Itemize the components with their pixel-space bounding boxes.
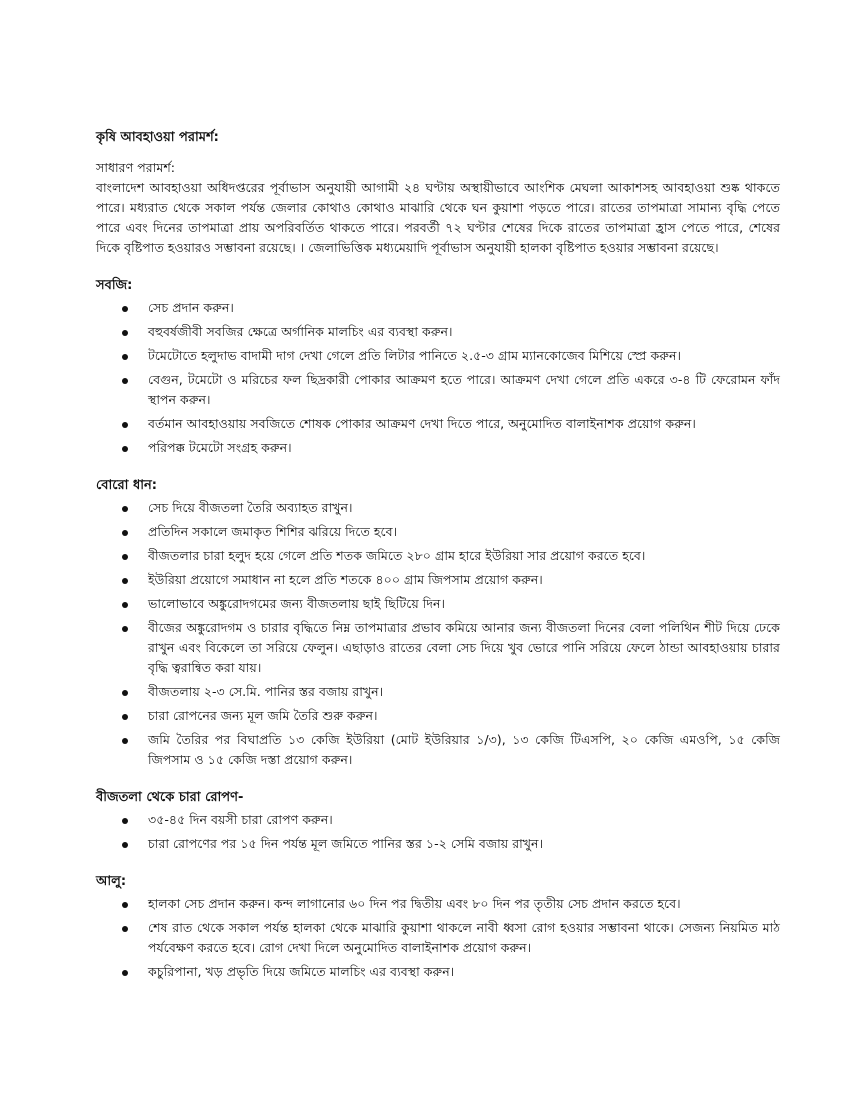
- list-item-text: টমেটোতে হলুদাভ বাদামী দাগ দেখা গেলে প্রতি লিটার পানিতে ২.৫-৩ গ্রাম ম্যানকোজেব মিশিয়ে স্প্রে করুন।: [148, 348, 681, 363]
- page-title: কৃষি আবহাওয়া পরামর্শ:: [96, 130, 219, 145]
- bullet-icon: [122, 306, 128, 312]
- general-advice-label: সাধারণ পরামর্শ:: [96, 160, 176, 175]
- list-item-text: সেচ দিয়ে বীজতলা তৈরি অব্যাহত রাখুন।: [148, 500, 353, 515]
- bullet-icon: [122, 354, 128, 360]
- boro-rice-list: [96, 498, 780, 770]
- bullet-icon: [122, 970, 128, 976]
- list-item: [122, 682, 780, 702]
- list-item-text: ভালোভাবে অঙ্কুরোদগমের জন্য বীজতলায় ছাই ছিটিয়ে দিন।: [148, 596, 446, 611]
- potato-list: [96, 894, 780, 982]
- bullet-icon: [122, 842, 128, 848]
- list-item: [122, 414, 780, 434]
- bullet-icon: [122, 506, 128, 512]
- list-item: [122, 546, 780, 566]
- list-item-text: ৩৫-৪৫ দিন বয়সী চারা রোপণ করুন।: [148, 812, 333, 827]
- bullet-icon: [122, 738, 128, 744]
- section-heading-transplant: বীজতলা থেকে চারা রোপণ-: [96, 790, 244, 805]
- list-item: [122, 618, 780, 678]
- list-item: [122, 810, 780, 830]
- list-item-text: সেচ প্রদান করুন।: [148, 300, 234, 315]
- list-item-text: কচুরিপানা, খড় প্রভৃতি দিয়ে জমিতে মালচিং এর ব্যবস্থা করুন।: [148, 964, 455, 979]
- transplant-list: [96, 810, 780, 854]
- list-item: [122, 570, 780, 590]
- list-item: [122, 918, 780, 958]
- list-item: [122, 894, 780, 914]
- bullet-icon: [122, 626, 128, 632]
- list-item-text: বীজের অঙ্কুরোদগম ও চারার বৃদ্ধিতে নিম্ন তাপমাত্রার প্রভাব কমিয়ে আনার জন্য বীজতলা দিনের বেলা পলিথিন শীট দিয়ে ঢেকে রাখুন এবং বিকেলে তা সরিয়ে ফেলুন। এছাড়াও রাতের বেলা সেচ দিয়ে খুব ভোরে পানি সরিয়ে ফেলে ঠান্ডা আবহাওয়ায় চারার বৃদ্ধি ত্বরান্বিত করা যায়।: [148, 620, 780, 675]
- list-item: [122, 322, 780, 342]
- list-item: [122, 346, 780, 366]
- section-heading-vegetables: সবজি:: [96, 278, 133, 293]
- bullet-icon: [122, 926, 128, 932]
- bullet-icon: [122, 714, 128, 720]
- section-heading-potato: আলু:: [96, 874, 127, 889]
- list-item-text: চারা রোপণের পর ১৫ দিন পর্যন্ত মূল জমিতে পানির স্তর ১-২ সেমি বজায় রাখুন।: [148, 836, 544, 851]
- list-item-text: পরিপক্ক টমেটো সংগ্রহ করুন।: [148, 440, 292, 455]
- bullet-icon: [122, 530, 128, 536]
- list-item: [122, 498, 780, 518]
- bullet-icon: [122, 578, 128, 584]
- bullet-icon: [122, 422, 128, 428]
- list-item: [122, 594, 780, 614]
- bullet-icon: [122, 378, 128, 384]
- bullet-icon: [122, 818, 128, 824]
- list-item-text: বেগুন, টমেটো ও মরিচের ফল ছিদ্রকারী পোকার আক্রমণ হতে পারে। আক্রমণ দেখা গেলে প্রতি একরে ৩-৪ টি ফেরোমন ফাঁদ স্থাপন করুন।: [148, 372, 780, 407]
- bullet-icon: [122, 902, 128, 908]
- list-item-text: শেষ রাত থেকে সকাল পর্যন্ত হালকা থেকে মাঝারি কুয়াশা থাকলে নাবী ধ্বসা রোগ হওয়ার সম্ভাবনা থাকে। সেজন্য নিয়মিত মাঠ পর্যবেক্ষণ করতে হবে। রোগ দেখা দিলে অনুমোদিত বালাইনাশক প্রয়োগ করুন।: [148, 920, 780, 955]
- list-item: [122, 298, 780, 318]
- section-heading-boro-rice: বোরো ধান:: [96, 478, 157, 493]
- bullet-icon: [122, 690, 128, 696]
- bullet-icon: [122, 554, 128, 560]
- list-item-text: ইউরিয়া প্রয়োগে সমাধান না হলে প্রতি শতকে ৪০০ গ্রাম জিপসাম প্রয়োগ করুন।: [148, 572, 543, 587]
- list-item: [122, 706, 780, 726]
- bullet-icon: [122, 602, 128, 608]
- list-item: [122, 522, 780, 542]
- list-item: [122, 438, 780, 458]
- general-advice-text: বাংলাদেশ আবহাওয়া অধিদপ্তরের পূর্বাভাস অনুযায়ী আগামী ২৪ ঘণ্টায় অস্থায়ীভাবে আংশিক মেঘলা আকাশসহ আবহাওয়া শুষ্ক থাকতে পারে। মধ্যরাত থেকে সকাল পর্যন্ত জেলার কোথাও কোথাও মাঝারি থেকে ঘন কুয়াশা পড়তে পারে। রাতের তাপমাত্রা সামান্য বৃদ্ধি পেতে পারে এবং দিনের তাপমাত্রা প্রায় অপরিবর্তিত থাকতে পারে। পরবর্তী ৭২ ঘণ্টার শেষের দিকে রাতের তাপমাত্রা হ্রাস পেতে পারে, শেষের দিকে বৃষ্টিপাত হওয়ারও সম্ভাবনা রয়েছে। । জেলাভিত্তিক মধ্যমেয়াদি পূর্বাভাস অনুযায়ী হালকা বৃষ্টিপাত হওয়ার সম্ভাবনা রয়েছে।: [96, 180, 780, 255]
- list-item: [122, 962, 780, 982]
- list-item-text: জমি তৈরির পর বিঘাপ্রতি ১৩ কেজি ইউরিয়া (মোট ইউরিয়ার ১/৩), ১৩ কেজি টিএসপি, ২০ কেজি এমওপি, ১৫ কেজি জিপসাম ও ১৫ কেজি দস্তা প্রয়োগ করুন।: [148, 732, 780, 767]
- list-item-text: বহুবর্ষজীবী সবজির ক্ষেত্রে অর্গানিক মালচিং এর ব্যবস্থা করুন।: [148, 324, 453, 339]
- list-item-text: প্রতিদিন সকালে জমাকৃত শিশির ঝরিয়ে দিতে হবে।: [148, 524, 398, 539]
- bullet-icon: [122, 330, 128, 336]
- list-item-text: বীজতলার চারা হলুদ হয়ে গেলে প্রতি শতক জমিতে ২৮০ গ্রাম হারে ইউরিয়া সার প্রয়োগ করতে হবে।: [148, 548, 646, 563]
- list-item-text: হালকা সেচ প্রদান করুন। কন্দ লাগানোর ৬০ দিন পর দ্বিতীয় এবং ৮০ দিন পর তৃতীয় সেচ প্রদান করতে হবে।: [148, 896, 681, 911]
- bullet-icon: [122, 446, 128, 452]
- vegetables-list: [96, 298, 780, 458]
- list-item-text: বীজতলায় ২-৩ সে.মি. পানির স্তর বজায় রাখুন।: [148, 684, 384, 699]
- list-item: [122, 834, 780, 854]
- list-item: [122, 370, 780, 410]
- list-item-text: চারা রোপনের জন্য মূল জমি তৈরি শুরু করুন।: [148, 708, 378, 723]
- list-item-text: বর্তমান আবহাওয়ায় সবজিতে শোষক পোকার আক্রমণ দেখা দিতে পারে, অনুমোদিত বালাইনাশক প্রয়োগ করুন।: [148, 416, 696, 431]
- list-item: [122, 730, 780, 770]
